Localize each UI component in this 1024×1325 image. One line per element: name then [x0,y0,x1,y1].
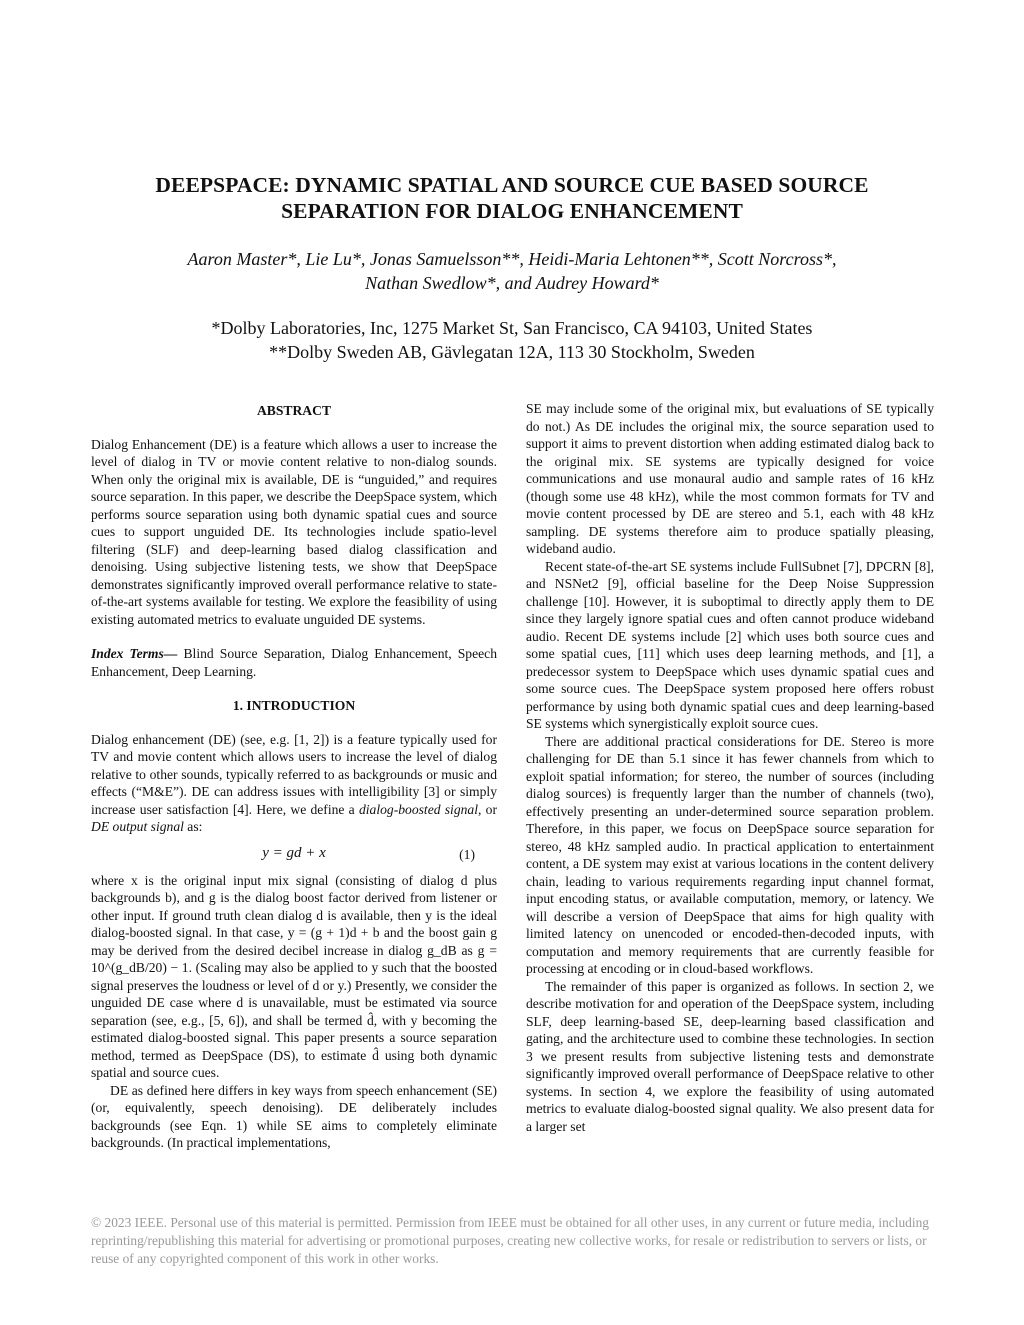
affiliations [60,317,964,364]
right-paragraph-1: SE may include some of the original mix, but evaluations of SE typically do not.) As DE includes the original mix, the source separation used to support it aims to prevent distortion when adding estimated dialog back to the original mix. SE systems are typically designed for voice communications and use monaural audio and sample rates of 16 kHz (though some use 48 kHz), while the most common formats for TV and movie content processed by DE are stereo and 5.1, each with 48 kHz sampling. DE systems therefore aim to produce spatially pleasing, wideband audio. [526,401,934,556]
equation-expression: y = gd + x [262,844,326,861]
intro-p1-text-e: as: [183,819,203,834]
affiliation-line-1: *Dolby Laboratories, Inc, 1275 Market St, San Francisco, CA 94103, United States [211,318,813,338]
author-line-1: Aaron Master*, Lie Lu*, Jonas Samuelsson**, Heidi-Maria Lehtonen**, Scott Norcross*, [187,249,837,269]
equation-1 [91,842,497,868]
intro-p1-term-1: dialog-boosted signal [358,801,479,817]
equation-number: (1) [459,846,475,862]
intro-paragraph-3: DE as defined here differs in key ways from speech enhancement (SE) (or, equivalently, speech denoising). DE deliberately includes backgrounds (see Eqn. 1) while SE aims to completely eliminate backgrounds. (In practical implementations, [91,1082,497,1150]
author-line-2: Nathan Swedlow*, and Audrey Howard* [365,272,659,293]
paper-title [60,172,964,224]
index-terms-label: Index Terms— [91,646,178,661]
affiliation-line-2: **Dolby Sweden AB, Gävlegatan 12A, 113 30 Stockholm, Sweden [269,341,755,362]
right-paragraph-3: There are additional practical considerations for DE. Stereo is more challenging for DE than 5.1 since it has fewer channels from which to exploit spatial information; for stereo, the number of sources (including dialog sources) is frequently larger than the number of channels (two), effectively presenting an under-determined source separation problem. Therefore, in this paper, we focus on DeepSpace source separation for stereo, 48 kHz sampled audio. In practical application to entertainment content, a DE system may exist at various locations in the content delivery chain, leading to various requirements regarding input channel format, input encoding status, or available computation, memory, or latency. We will describe a version of DeepSpace that aims for high quality with limited latency on unencoded or encoded-then-decoded inputs, with computation and memory requirements that are currently feasible for processing at encoding or in cloud-based workflows. [526,733,934,976]
right-paragraph-2: Recent state-of-the-art SE systems include FullSubnet [7], DPCRN [8], and NSNet2 [9], official baseline for the Deep Noise Suppression challenge [10]. However, it is suboptimal to directly apply them to DE since they largely ignore spatial cues and often cannot produce wideband audio. Recent DE systems include [2] which uses both source cues and some spatial cues, [11] which uses deep learning methods, and [1], a predecessor system to DeepSpace which uses dynamic spatial cues and some source cues. The DeepSpace system proposed here offers robust performance by using both dynamic spatial cues and deep learning-based SE systems which synergistically exploit source cues. [526,558,934,731]
title-line-1: DEEPSPACE: DYNAMIC SPATIAL AND SOURCE CUE BASED SOURCE [155,173,869,197]
index-terms-text: Blind Source Separation, Dialog Enhancement, Speech Enhancement, Deep Learning. [91,646,498,679]
intro-p1-term-2: DE output signal [91,819,184,834]
intro-heading: 1. INTRODUCTION [232,698,356,713]
abstract-heading: ABSTRACT [256,403,332,418]
intro-paragraph-1 [91,731,497,836]
right-column [526,400,934,1135]
copyright-footer: © 2023 IEEE. Personal use of this material is permitted. Permission from IEEE must be obtained for all other uses, in any current or future media, including reprinting/republishing this material for advertising or promotional purposes, creating new collective works, for resale or redistribution to servers or lists, or reuse of any copyrighted component of this work in other works. [91,1215,929,1266]
author-list [60,248,964,295]
left-column [91,400,497,1152]
intro-p1-text-a: Dialog enhancement (DE) (see, e.g. [1, 2]) is a feature typically used for TV and movie content which allows users to increase the level of dialog relative to other sounds, typically referred to as backgrounds or music and effects (“M&E”). DE can address issues with intelligibility [3] or simply increase user satisfaction [4]. Here, we define a [91,731,497,817]
intro-paragraph-2: where x is the original input mix signal (consisting of dialog d plus backgrounds b), and g is the dialog boost factor derived from listener or other input. If ground truth clean dialog d is available, then y is the ideal dialog-boosted signal. In that case, y = (g + 1)d + b and the boost gain g may be derived from the desired decibel increase in dialog g_dB as g = 10^(g_dB/20) − 1. (Scaling may also be applied to y such that the boosted signal preserves the loudness or level of d or y.) Presently, we consider the unguided DE case where d is unavailable, must be estimated via source separation (see, e.g., [5, 6]), and shall be termed d̂, with y becoming the estimated dialog-boosted signal. This paper presents a source separation method, termed as DeepSpace (DS), to estimate d̂ using both dynamic spatial and source cues. [91,872,497,1080]
right-paragraph-4: The remainder of this paper is organized as follows. In section 2, we describe motivation for and operation of the DeepSpace system, including SLF, deep learning-based SE, deep-learning based classification and gating, and the architecture used to combine these technologies. In section 3 we present results from subjective listening tests and demonstrate significantly improved overall performance of DeepSpace relative to other systems. In section 4, we explore the feasibility of using automated metrics to evaluate dialog-boosted signal quality. We also present data for a larger set [526,978,934,1134]
intro-p1-text-c: , or [478,801,497,817]
index-terms [91,645,497,680]
title-line-2: SEPARATION FOR DIALOG ENHANCEMENT [281,199,743,223]
abstract-text: Dialog Enhancement (DE) is a feature which allows a user to increase the level of dialog in TV or movie content relative to non-dialog sounds. When only the original mix is available, DE is “unguided,” and requires source separation. In this paper, we describe the DeepSpace system, which performs source separation using both dynamic spatial cues and source cues to support unguided DE. Its technologies include spatio-level filtering (SLF) and deep-learning based dialog classification and denoising. Using subjective listening tests, we show that DeepSpace demonstrates significantly improved overall performance relative to state-of-the-art systems available for testing. We explore the feasibility of using existing automated metrics to evaluate unguided DE systems. [91,436,497,627]
